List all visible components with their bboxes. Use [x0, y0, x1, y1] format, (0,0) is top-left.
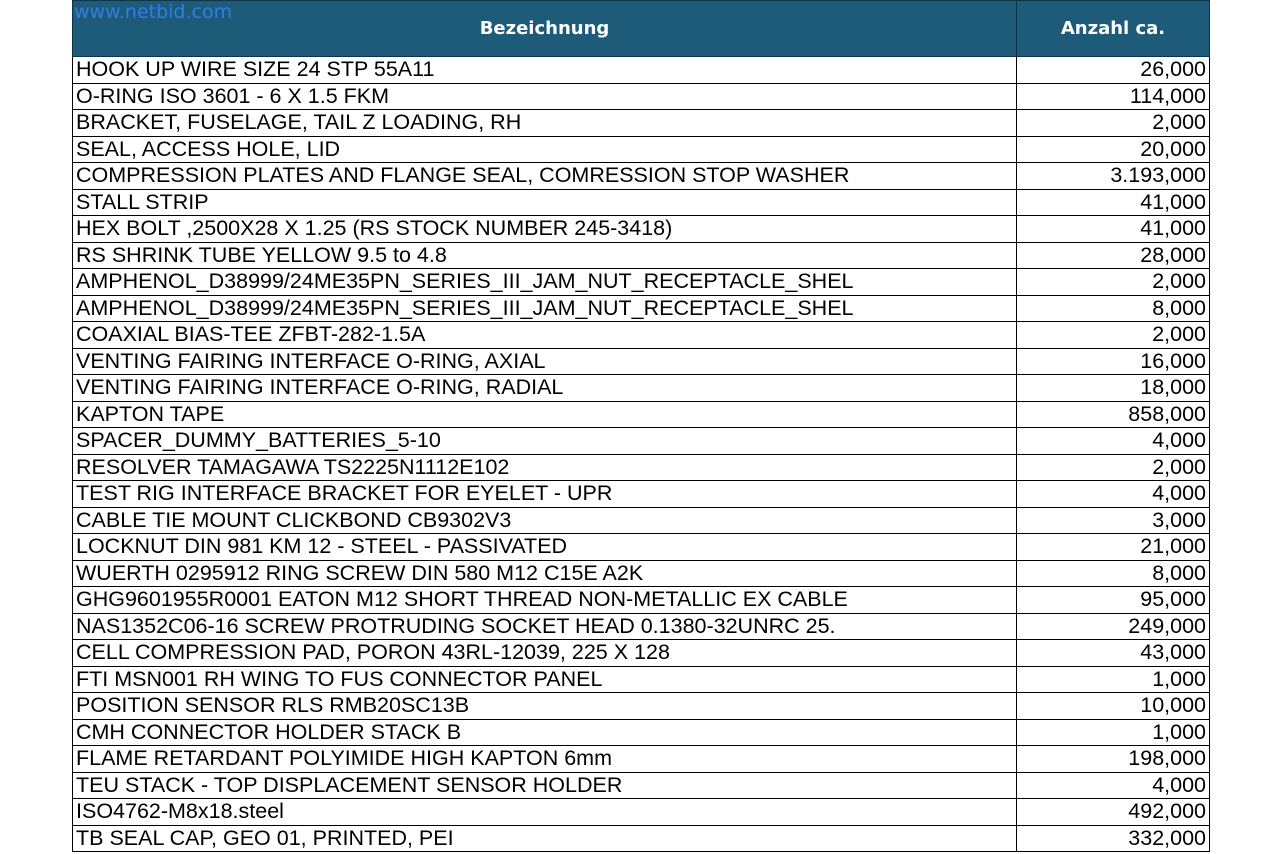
table-row: [73, 587, 1210, 614]
row-description-cell: COAXIAL BIAS-TEE ZFBT-282-1.5A: [73, 322, 1017, 349]
row-description-cell: GHG9601955R0001 EATON M12 SHORT THREAD NON-METALLIC EX CABLE: [73, 587, 1017, 614]
row-quantity-cell: 21,000: [1017, 534, 1210, 561]
table-row: [73, 507, 1210, 534]
row-description-cell: SEAL, ACCESS HOLE, LID: [73, 136, 1017, 163]
row-description-cell: RS SHRINK TUBE YELLOW 9.5 to 4.8: [73, 242, 1017, 269]
table-row: [73, 57, 1210, 84]
row-quantity-cell: 492,000: [1017, 799, 1210, 826]
row-description-cell: CELL COMPRESSION PAD, PORON 43RL-12039, 225 X 128: [73, 640, 1017, 667]
watermark-text: www.netbid.com: [74, 1, 233, 23]
table-row: [73, 534, 1210, 561]
row-description-cell: TB SEAL CAP, GEO 01, PRINTED, PEI: [73, 825, 1017, 852]
row-quantity-cell: 43,000: [1017, 640, 1210, 667]
row-description-cell: RESOLVER TAMAGAWA TS2225N1112E102: [73, 454, 1017, 481]
table-row: [73, 454, 1210, 481]
table-row: [73, 110, 1210, 137]
row-quantity-cell: 332,000: [1017, 825, 1210, 852]
row-description-cell: POSITION SENSOR RLS RMB20SC13B: [73, 693, 1017, 720]
row-quantity-cell: 8,000: [1017, 295, 1210, 322]
row-description-cell: ISO4762-M8x18.steel: [73, 799, 1017, 826]
row-quantity-cell: 1,000: [1017, 719, 1210, 746]
row-quantity-cell: 8,000: [1017, 560, 1210, 587]
table-row: [73, 242, 1210, 269]
row-quantity-cell: 18,000: [1017, 375, 1210, 402]
row-quantity-cell: 41,000: [1017, 189, 1210, 216]
row-description-cell: COMPRESSION PLATES AND FLANGE SEAL, COMRESSION STOP WASHER: [73, 163, 1017, 190]
table-row: [73, 295, 1210, 322]
row-quantity-cell: 3.193,000: [1017, 163, 1210, 190]
row-quantity-cell: 114,000: [1017, 83, 1210, 110]
table-row: [73, 481, 1210, 508]
row-quantity-cell: 20,000: [1017, 136, 1210, 163]
table-row: [73, 189, 1210, 216]
row-description-cell: TEU STACK - TOP DISPLACEMENT SENSOR HOLDER: [73, 772, 1017, 799]
row-quantity-cell: 16,000: [1017, 348, 1210, 375]
row-quantity-cell: 2,000: [1017, 454, 1210, 481]
header-row: [73, 1, 1210, 57]
table-row: [73, 136, 1210, 163]
row-description-cell: BRACKET, FUSELAGE, TAIL Z LOADING, RH: [73, 110, 1017, 137]
row-quantity-cell: 41,000: [1017, 216, 1210, 243]
table-row: [73, 719, 1210, 746]
row-description-cell: HOOK UP WIRE SIZE 24 STP 55A11: [73, 57, 1017, 84]
row-quantity-cell: 95,000: [1017, 587, 1210, 614]
row-description-cell: O-RING ISO 3601 - 6 X 1.5 FKM: [73, 83, 1017, 110]
column-header-quantity: Anzahl ca.: [1017, 1, 1210, 57]
row-description-cell: FLAME RETARDANT POLYIMIDE HIGH KAPTON 6mm: [73, 746, 1017, 773]
row-description-cell: WUERTH 0295912 RING SCREW DIN 580 M12 C15E A2K: [73, 560, 1017, 587]
table-row: [73, 693, 1210, 720]
row-quantity-cell: 2,000: [1017, 322, 1210, 349]
row-quantity-cell: 1,000: [1017, 666, 1210, 693]
table-row: [73, 375, 1210, 402]
row-description-cell: TEST RIG INTERFACE BRACKET FOR EYELET - UPR: [73, 481, 1017, 508]
row-description-cell: VENTING FAIRING INTERFACE O-RING, RADIAL: [73, 375, 1017, 402]
row-description-cell: AMPHENOL_D38999/24ME35PN_SERIES_III_JAM_NUT_RECEPTACLE_SHEL: [73, 269, 1017, 296]
row-description-cell: SPACER_DUMMY_BATTERIES_5-10: [73, 428, 1017, 455]
row-description-cell: CABLE TIE MOUNT CLICKBOND CB9302V3: [73, 507, 1017, 534]
row-quantity-cell: 10,000: [1017, 693, 1210, 720]
table-row: [73, 799, 1210, 826]
row-description-cell: FTI MSN001 RH WING TO FUS CONNECTOR PANEL: [73, 666, 1017, 693]
table-row: [73, 348, 1210, 375]
row-description-cell: HEX BOLT ,2500X28 X 1.25 (RS STOCK NUMBER 245-3418): [73, 216, 1017, 243]
inventory-table-container: [72, 0, 1209, 852]
row-description-cell: CMH CONNECTOR HOLDER STACK B: [73, 719, 1017, 746]
row-quantity-cell: 26,000: [1017, 57, 1210, 84]
inventory-table: [72, 0, 1210, 852]
row-description-cell: LOCKNUT DIN 981 KM 12 - STEEL - PASSIVATED: [73, 534, 1017, 561]
row-quantity-cell: 2,000: [1017, 110, 1210, 137]
table-row: [73, 216, 1210, 243]
row-quantity-cell: 249,000: [1017, 613, 1210, 640]
row-description-cell: NAS1352C06-16 SCREW PROTRUDING SOCKET HEAD 0.1380-32UNRC 25.: [73, 613, 1017, 640]
table-row: [73, 269, 1210, 296]
row-description-cell: STALL STRIP: [73, 189, 1017, 216]
table-row: [73, 560, 1210, 587]
table-row: [73, 640, 1210, 667]
row-quantity-cell: 198,000: [1017, 746, 1210, 773]
row-quantity-cell: 4,000: [1017, 772, 1210, 799]
row-quantity-cell: 4,000: [1017, 481, 1210, 508]
table-header: [73, 1, 1210, 57]
row-description-cell: VENTING FAIRING INTERFACE O-RING, AXIAL: [73, 348, 1017, 375]
row-quantity-cell: 858,000: [1017, 401, 1210, 428]
table-row: [73, 322, 1210, 349]
row-description-cell: KAPTON TAPE: [73, 401, 1017, 428]
column-header-description: Bezeichnung: [73, 1, 1017, 57]
row-quantity-cell: 4,000: [1017, 428, 1210, 455]
row-description-cell: AMPHENOL_D38999/24ME35PN_SERIES_III_JAM_NUT_RECEPTACLE_SHEL: [73, 295, 1017, 322]
table-row: [73, 428, 1210, 455]
table-row: [73, 163, 1210, 190]
table-row: [73, 825, 1210, 852]
table-body: [73, 57, 1210, 852]
row-quantity-cell: 3,000: [1017, 507, 1210, 534]
table-row: [73, 666, 1210, 693]
row-quantity-cell: 28,000: [1017, 242, 1210, 269]
table-row: [73, 746, 1210, 773]
table-row: [73, 613, 1210, 640]
row-quantity-cell: 2,000: [1017, 269, 1210, 296]
table-row: [73, 83, 1210, 110]
table-row: [73, 772, 1210, 799]
table-row: [73, 401, 1210, 428]
